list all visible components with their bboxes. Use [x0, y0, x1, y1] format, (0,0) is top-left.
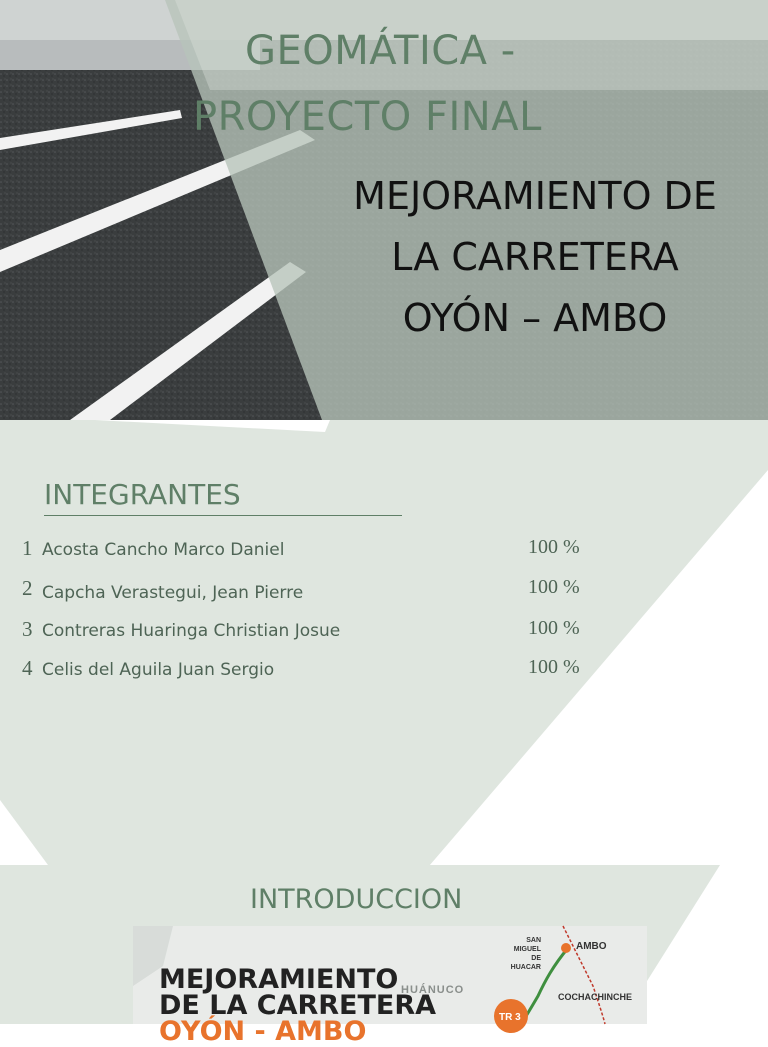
member-percent: 100 %	[528, 576, 580, 598]
map-town-line: MIGUEL DE	[513, 946, 541, 962]
map-badge-label: TR 3	[499, 1012, 521, 1023]
member-row	[22, 656, 602, 686]
project-title-line3: OYÓN – AMBO	[402, 296, 668, 340]
member-percent: 100 %	[528, 617, 580, 639]
map-region-label: HUÁNUCO	[401, 984, 465, 996]
map-title-line3: OYÓN - AMBO	[159, 1016, 367, 1047]
map-title-line1: MEJORAMIENTO	[159, 964, 399, 995]
member-row	[22, 536, 602, 566]
member-number: 3	[22, 617, 33, 641]
map-town-cochachinche: COCHACHINCHE	[558, 992, 632, 1002]
member-name: Capcha Verastegui, Jean Pierre	[42, 583, 304, 603]
project-title-line2: LA CARRETERA	[391, 235, 679, 279]
member-name: Acosta Cancho Marco Daniel	[42, 540, 285, 560]
course-title-line2: PROYECTO FINAL	[193, 94, 542, 140]
member-name: Celis del Aguila Juan Sergio	[42, 660, 275, 680]
map-town-line: HUACAR	[510, 964, 541, 971]
member-name: Contreras Huaringa Christian Josue	[42, 621, 341, 641]
member-percent: 100 %	[528, 656, 580, 678]
member-number: 1	[22, 536, 33, 560]
intro-map-image	[133, 926, 647, 1047]
ambo-marker	[561, 943, 571, 953]
course-title-line1: GEOMÁTICA -	[245, 28, 516, 74]
project-title	[315, 166, 755, 349]
map-town-san-miguel	[509, 936, 541, 972]
member-percent: 100 %	[528, 536, 580, 558]
members-heading: INTEGRANTES	[44, 478, 241, 511]
member-row	[22, 617, 602, 647]
member-row	[22, 576, 602, 606]
member-number: 4	[22, 656, 33, 680]
map-title-line2: DE LA CARRETERA	[159, 990, 437, 1021]
project-title-line1: MEJORAMIENTO DE	[353, 174, 717, 218]
intro-heading: INTRODUCCION	[250, 884, 463, 915]
members-divider	[44, 515, 402, 516]
map-town-ambo: AMBO	[576, 941, 607, 952]
map-town-line: SAN	[526, 937, 541, 944]
member-number: 2	[22, 576, 33, 600]
